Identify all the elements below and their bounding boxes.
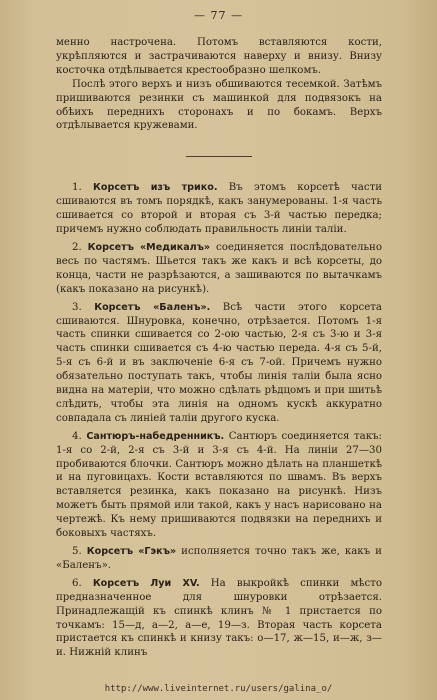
section-divider — [186, 156, 252, 157]
list-item-corset-4: 4. Сантюръ-набедренникъ. Сантюръ соединяется такъ: 1-я со 2-й, 2-я съ 3-й и 3-я съ 4-й. На линіи 27—30 пробиваются блочки. Сантюръ можно дѣлать на планшеткѣ и на пуговицахъ. Кости вставляются по швамъ. Въ верхъ вставляется резинка, какъ показано на рисункѣ. Низъ можетъ быть прямой или такой, какъ у насъ нарисовано на чертежѣ. Къ нему пришиваются подвязки на переднихъ и боковыхъ частяхъ. — [56, 430, 382, 540]
list-item-corset-2: 2. Корсетъ «Медикалъ» соединяется послѣдовательно весь по частямъ. Шьется такъ же какъ и всѣ корсеты, до конца, части не разрѣзаются, а зашиваются по вытачкамъ (какъ показано на рисункѣ). — [56, 241, 382, 295]
paragraph-continued: менно настрочена. Потомъ вставляются кости, укрѣпляются и застрачиваются наверху и внизу. Внизу косточка отдѣлывается крестообразно шелкомъ. — [56, 37, 382, 76]
source-watermark: http://www.liveinternet.ru/users/galina_o/ — [104, 684, 333, 694]
item-heading: Корсетъ Луи XV. — [92, 577, 200, 589]
list-item-corset-5: 5. Корсетъ «Гэкъ» исполняется точно такъ же, какъ и «Баленъ». — [56, 546, 382, 571]
item-heading: Корсетъ «Гэкъ» — [86, 546, 177, 557]
list-item-corset-1: 1. Корсетъ изъ трико. Въ этомъ корсетѣ части сшиваются въ томъ порядкѣ, какъ занумерованы. 1-я часть сшивается со второй и вторая съ 3-й частью передка; причемъ нужно соблюдать правильность линіи таліи. — [56, 182, 382, 236]
list-item-corset-3: 3. Корсетъ «Баленъ». Всѣ части этого корсета сшиваются. Шнуровка, конечно, отрѣзается. Потомъ 1-я часть спинки сшивается со 2-ою частью, 2-я съ 3-ю и 3-я часть спинки сшивается съ 4-ю частью переда. 4-я съ 5-й, 5-я съ 6-й и въ заключеніе 6-я съ 7-ой. Причемъ нужно обязательно поступать такъ, чтобы линія таліи была ясно видна на матеріи, что можно сдѣлать рѣдцомъ и при шитьѣ слѣдить, чтобы эта линія на одномъ кускѣ аккуратно совпадала съ линіей таліи другого куска. — [56, 301, 382, 424]
paragraph-finishing: Послѣ этого верхъ и низъ обшиваются тесемкой. Затѣмъ пришиваются резинки съ машинкой для подвязокъ на обѣихъ переднихъ сторонахъ и по бокамъ. Верхъ отдѣлывается кружевами. — [56, 78, 382, 132]
item-heading: Корсетъ «Баленъ». — [94, 301, 211, 313]
item-heading: Корсетъ «Медикалъ» — [87, 241, 211, 253]
item-heading: Сантюръ-набедренникъ. — [86, 430, 225, 442]
list-item-corset-6: 6. Корсетъ Луи XV. На выкройкѣ спинки мѣсто предназначенное для шнуровки отрѣзается. Принадлежащій къ спинкѣ клинъ № 1 пристается по точкамъ: 15—д, а—2, а—е, 19—з. Вторая часть корсета пристается къ спинкѣ и книзу такъ: о—17, ж—15, и—ж, з—и. Нижній клинъ — [56, 577, 382, 659]
item-heading: Корсетъ изъ трико. — [93, 182, 218, 194]
page-body — [56, 36, 382, 660]
page-number: — 77 — — [194, 9, 243, 22]
